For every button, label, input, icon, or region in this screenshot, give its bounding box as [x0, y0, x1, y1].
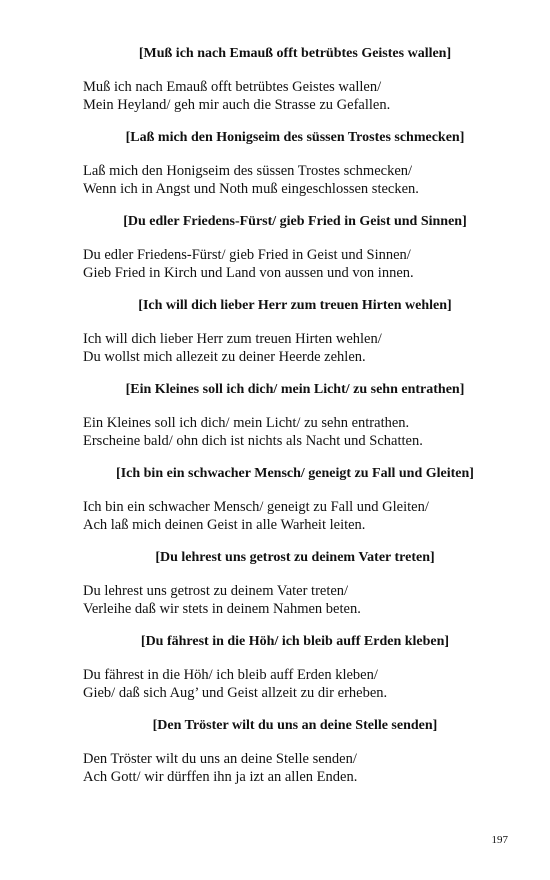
stanza-7 — [0, 549, 550, 618]
stanza-8 — [0, 633, 550, 702]
stanza-6 — [0, 465, 550, 534]
verse-line: Ach Gott/ wir dürffen ihn ja izt an allen Enden. — [83, 768, 358, 785]
stanza-4 — [0, 297, 550, 366]
verse-line: Verleihe daß wir stets in deinem Nahmen beten. — [83, 600, 361, 617]
stanza-heading: [Laß mich den Honigseim des süssen Trostes schmecken] — [125, 130, 465, 145]
stanza-heading: [Du lehrest uns getrost zu deinem Vater treten] — [155, 550, 435, 565]
verse-line: Gieb/ daß sich Aug’ und Geist allzeit zu dir erheben. — [83, 684, 388, 701]
stanza-heading: [Du fährest in die Höh/ ich bleib auff Erden kleben] — [140, 634, 450, 649]
verse-line: Du edler Friedens-Fürst/ gieb Fried in Geist und Sinnen/ — [83, 247, 411, 263]
verse-line: Muß ich nach Emauß offt betrübtes Geistes wallen/ — [83, 79, 382, 95]
verse-line: Mein Heyland/ geh mir auch die Strasse zu Gefallen. — [83, 96, 391, 113]
stanza-2 — [0, 129, 550, 198]
stanza-heading: [Ich will dich lieber Herr zum treuen Hirten wehlen] — [138, 298, 452, 313]
verse-line: Erscheine bald/ ohn dich ist nichts als Nacht und Schatten. — [83, 432, 423, 449]
stanza-1 — [0, 45, 550, 114]
verse-line: Du wollst mich allezeit zu deiner Heerde zehlen. — [83, 348, 366, 365]
verse-line: Gieb Fried in Kirch und Land von aussen und von innen. — [83, 264, 414, 281]
verse-line: Wenn ich in Angst und Noth muß eingeschlossen stecken. — [83, 180, 419, 197]
verse-line: Du fährest in die Höh/ ich bleib auff Erden kleben/ — [83, 667, 378, 683]
verse-line: Ich bin ein schwacher Mensch/ geneigt zu Fall und Gleiten/ — [83, 499, 429, 515]
page-number: 197 — [491, 834, 508, 846]
verse-line: Laß mich den Honigseim des süssen Trostes schmecken/ — [83, 163, 413, 179]
stanza-heading: [Ich bin ein schwacher Mensch/ geneigt zu Fall und Gleiten] — [116, 466, 474, 481]
stanza-heading: [Ein Kleines soll ich dich/ mein Licht/ zu sehn entrathen] — [125, 382, 465, 397]
verse-line: Den Tröster wilt du uns an deine Stelle senden/ — [83, 751, 357, 767]
verse-line: Ich will dich lieber Herr zum treuen Hirten wehlen/ — [83, 331, 382, 347]
verse-line: Ein Kleines soll ich dich/ mein Licht/ zu sehn entrathen. — [83, 415, 410, 431]
stanza-3 — [0, 213, 550, 282]
verse-line: Ach laß mich deinen Geist in alle Warheit leiten. — [83, 516, 366, 533]
stanza-5 — [0, 381, 550, 450]
stanza-heading: [Du edler Friedens-Fürst/ gieb Fried in Geist und Sinnen] — [123, 214, 467, 229]
stanza-heading: [Den Tröster wilt du uns an deine Stelle senden] — [152, 718, 438, 733]
stanza-9 — [0, 717, 550, 786]
stanza-heading: [Muß ich nach Emauß offt betrübtes Geistes wallen] — [138, 46, 452, 61]
verse-line: Du lehrest uns getrost zu deinem Vater treten/ — [83, 583, 349, 599]
